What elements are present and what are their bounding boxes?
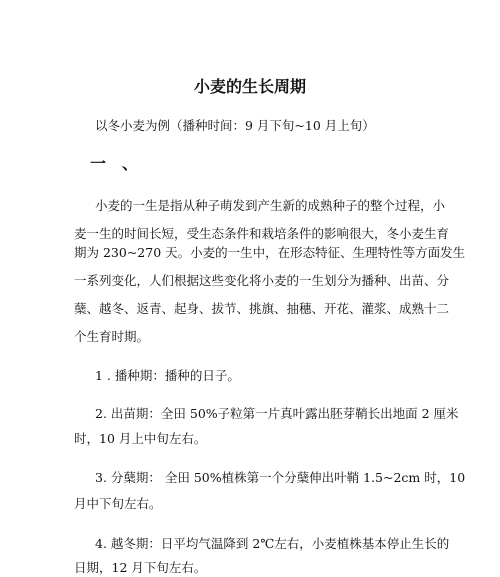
section-heading: 一 、 (90, 154, 139, 173)
stage-item-continued: 日期，12 月下旬左右。 (74, 560, 207, 575)
paragraph-line: 蘖、越冬、返青、起身、拔节、挑旗、抽穗、开花、灌浆、成熟十二 (74, 301, 450, 316)
stage-item: 2. 出苗期：全田 50%子粒第一片真叶露出胚芽鞘长出地面 2 厘米 (95, 406, 459, 421)
paragraph-line: 个生育时期。 (74, 329, 150, 344)
document-title: 小麦的生长周期 (193, 77, 306, 96)
stage-item: 3. 分蘖期： 全田 50%植株第一个分蘖伸出叶鞘 1.5~2cm 时，10 (95, 470, 466, 485)
stage-item: 1 . 播种期：播种的日子。 (95, 368, 240, 383)
stage-item-continued: 时，10 月上中旬左右。 (74, 431, 207, 446)
paragraph-line: 小麦的一生是指从种子萌发到产生新的成熟种子的整个过程，小 (95, 198, 446, 213)
stage-item-continued: 月中下旬左右。 (74, 496, 162, 511)
paragraph-line: 一系列变化，人们根据这些变化将小麦的一生划分为播种、出苗、分 (74, 273, 450, 288)
document-subtitle: 以冬小麦为例（播种时间：9 月下旬~10 月上旬） (95, 118, 375, 133)
paragraph-line: 期为 230~270 天。小麦的一生中，在形态特征、生理特性等方面发生 (74, 245, 466, 260)
paragraph-line: 麦一生的时间长短，受生态条件和栽培条件的影响很大，冬小麦生育 (74, 226, 450, 241)
stage-item: 4. 越冬期：日平均气温降到 2℃左右，小麦植株基本停止生长的 (95, 536, 450, 551)
